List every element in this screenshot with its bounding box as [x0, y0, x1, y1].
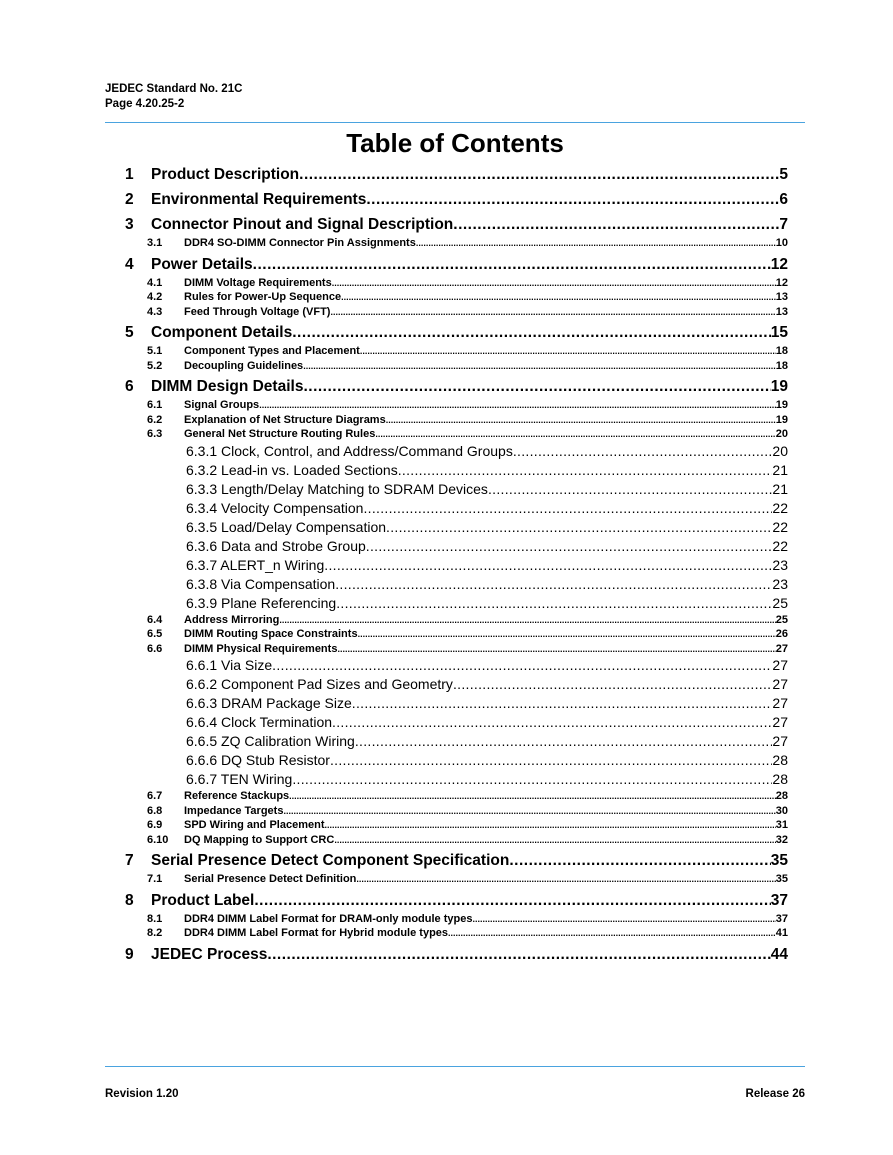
toc-dot-leader	[292, 322, 771, 344]
toc-dot-leader	[448, 926, 776, 941]
toc-entry-title: 6.6.2 Component Pad Sizes and Geometry	[186, 676, 453, 692]
footer-rule	[105, 1066, 805, 1067]
toc-entry-title: General Net Structure Routing Rules	[184, 428, 376, 440]
toc-dot-leader	[272, 656, 772, 675]
toc-entry-number: 8.1	[147, 912, 163, 925]
toc-entry-page: 27	[772, 733, 788, 749]
toc-entry-level2[interactable]	[120, 912, 788, 927]
toc-entry-page: 20	[775, 428, 788, 440]
toc-entry-level2[interactable]	[120, 359, 788, 374]
toc-entry-level3[interactable]	[120, 499, 788, 518]
toc-entry-title: DDR4 DIMM Label Format for Hybrid module types	[184, 927, 449, 939]
table-of-contents	[120, 164, 788, 966]
toc-entry-page: 7	[779, 216, 788, 233]
toc-entry-page: 19	[775, 399, 788, 411]
toc-entry-level1[interactable]	[120, 214, 788, 236]
toc-entry-level2[interactable]	[120, 305, 788, 320]
header-page: Page 4.20.25-2	[105, 98, 185, 110]
toc-entry-title: Power Details	[151, 255, 253, 273]
toc-entry-title: Environmental Requirements	[151, 191, 367, 208]
footer-revision: Revision 1.20	[105, 1088, 179, 1100]
toc-dot-leader	[259, 398, 776, 413]
toc-entry-title: 6.3.6 Data and Strobe Group	[186, 537, 366, 554]
toc-entry-level2[interactable]	[120, 789, 788, 804]
toc-dot-leader	[352, 694, 773, 713]
toc-entry-level2[interactable]	[120, 398, 788, 413]
toc-entry-title: Serial Presence Detect Component Specification	[151, 852, 510, 869]
toc-entry-number: 6.8	[147, 804, 163, 817]
toc-entry-page: 28	[772, 752, 788, 768]
toc-entry-level3[interactable]	[120, 751, 788, 770]
page-title: Table of Contents	[346, 128, 564, 158]
toc-entry-page: 41	[775, 927, 788, 939]
toc-entry-level2[interactable]	[120, 926, 788, 941]
toc-entry-page: 25	[772, 594, 788, 611]
toc-entry-title: 6.3.5 Load/Delay Compensation	[186, 518, 387, 535]
toc-entry-level2[interactable]	[120, 276, 788, 291]
toc-entry-number: 4.1	[147, 276, 163, 289]
toc-dot-leader	[334, 833, 775, 848]
toc-entry-title: DQ Mapping to Support CRC	[184, 833, 335, 846]
toc-entry-level3[interactable]	[120, 575, 788, 594]
toc-entry-level3[interactable]	[120, 770, 788, 789]
toc-entry-level2[interactable]	[120, 642, 788, 657]
toc-entry-level1[interactable]	[120, 850, 788, 872]
toc-dot-leader	[332, 713, 772, 732]
toc-entry-number: 5	[125, 324, 134, 341]
toc-dot-leader	[375, 427, 775, 442]
toc-entry-title: Connector Pinout and Signal Description	[151, 216, 454, 233]
toc-dot-leader	[303, 376, 770, 398]
toc-entry-number: 4	[125, 255, 134, 273]
toc-entry-page: 25	[775, 613, 788, 626]
toc-entry-number: 6.1	[147, 399, 163, 411]
toc-entry-page: 26	[775, 628, 788, 640]
toc-dot-leader	[386, 518, 772, 537]
toc-dot-leader	[509, 850, 770, 872]
toc-dot-leader	[325, 818, 776, 833]
toc-entry-number: 6	[125, 378, 134, 395]
toc-entry-number: 6.5	[147, 628, 163, 640]
toc-entry-page: 21	[772, 461, 788, 478]
toc-dot-leader	[330, 305, 775, 320]
toc-entry-title: DIMM Voltage Requirements	[184, 276, 332, 289]
toc-entry-page: 23	[772, 575, 788, 592]
footer-release: Release 26	[745, 1088, 805, 1100]
toc-entry-number: 5.1	[147, 345, 163, 357]
toc-entry-page: 13	[775, 291, 788, 303]
toc-entry-title: 6.6.7 TEN Wiring	[186, 771, 293, 787]
toc-entry-page: 23	[772, 556, 788, 573]
toc-entry-page: 22	[772, 537, 788, 554]
toc-entry-title: 6.3.9 Plane Referencing	[186, 594, 337, 611]
toc-dot-leader	[303, 359, 776, 374]
toc-dot-leader	[299, 164, 779, 186]
toc-entry-level3[interactable]	[120, 442, 788, 461]
toc-entry-page: 19	[775, 413, 788, 426]
toc-dot-leader	[355, 732, 773, 751]
toc-dot-leader	[254, 890, 770, 912]
toc-entry-number: 6.7	[147, 790, 163, 802]
toc-dot-leader	[330, 751, 772, 770]
toc-entry-number: 4.2	[147, 291, 163, 303]
toc-entry-title: Signal Groups	[184, 399, 260, 411]
toc-entry-title: 6.6.1 Via Size	[186, 657, 273, 673]
toc-entry-page: 37	[770, 891, 788, 909]
toc-entry-page: 12	[770, 255, 788, 273]
toc-dot-leader	[337, 642, 775, 657]
toc-entry-level2[interactable]	[120, 290, 788, 305]
toc-entry-page: 5	[779, 166, 788, 183]
toc-entry-level2[interactable]	[120, 413, 788, 428]
toc-entry-page: 27	[772, 657, 788, 673]
toc-dot-leader	[472, 912, 775, 927]
toc-entry-number: 2	[125, 191, 134, 208]
toc-entry-title: DDR4 SO-DIMM Connector Pin Assignments	[184, 237, 416, 249]
toc-dot-leader	[289, 789, 776, 804]
toc-entry-number: 7	[125, 852, 134, 869]
toc-entry-title: 6.3.1 Clock, Control, and Address/Command Groups	[186, 442, 513, 459]
toc-entry-page: 21	[772, 480, 788, 497]
toc-entry-page: 37	[775, 912, 788, 925]
toc-entry-level2[interactable]	[120, 236, 788, 251]
toc-entry-title: SPD Wiring and Placement	[184, 819, 325, 831]
toc-dot-leader	[292, 770, 772, 789]
toc-dot-leader	[341, 290, 776, 305]
toc-dot-leader	[267, 944, 770, 966]
toc-entry-page: 19	[770, 378, 788, 395]
toc-entry-level2[interactable]	[120, 818, 788, 833]
toc-entry-number: 4.3	[147, 305, 163, 318]
toc-entry-page: 35	[770, 852, 788, 869]
toc-entry-title: Decoupling Guidelines	[184, 359, 304, 372]
toc-entry-page: 32	[775, 833, 788, 846]
toc-entry-number: 3	[125, 216, 134, 233]
toc-dot-leader	[360, 344, 776, 359]
toc-entry-title: DIMM Design Details	[151, 378, 304, 395]
toc-entry-level2[interactable]	[120, 833, 788, 848]
toc-entry-title: DIMM Routing Space Constraints	[184, 628, 358, 640]
toc-entry-page: 12	[775, 276, 788, 289]
toc-entry-number: 6.6	[147, 642, 163, 655]
toc-entry-level1[interactable]	[120, 164, 788, 186]
toc-entry-number: 5.2	[147, 359, 163, 372]
toc-entry-title: 6.3.8 Via Compensation	[186, 575, 336, 592]
toc-dot-leader	[398, 461, 773, 480]
toc-entry-title: 6.3.3 Length/Delay Matching to SDRAM Devices	[186, 480, 488, 497]
toc-entry-page: 18	[775, 359, 788, 372]
toc-entry-title: 6.6.6 DQ Stub Resistor	[186, 752, 330, 768]
toc-entry-title: DDR4 DIMM Label Format for DRAM-only module types	[184, 912, 473, 925]
toc-entry-title: 6.6.4 Clock Termination	[186, 714, 333, 730]
toc-entry-number: 7.1	[147, 873, 163, 885]
toc-entry-page: 22	[772, 499, 788, 516]
toc-dot-leader	[416, 236, 776, 251]
toc-entry-page: 30	[775, 804, 788, 817]
toc-entry-title: Rules for Power-Up Sequence	[184, 291, 342, 303]
toc-entry-title: Impedance Targets	[184, 804, 284, 817]
toc-dot-leader	[358, 627, 776, 642]
toc-entry-title: Feed Through Voltage (VFT)	[184, 305, 331, 318]
toc-entry-title: Component Types and Placement	[184, 345, 360, 357]
toc-entry-level3[interactable]	[120, 594, 788, 613]
toc-entry-number: 6.3	[147, 428, 163, 440]
toc-entry-level3[interactable]	[120, 537, 788, 556]
toc-entry-page: 44	[770, 945, 788, 963]
toc-dot-leader	[488, 480, 772, 499]
toc-entry-title: Component Details	[151, 324, 293, 341]
toc-entry-level2[interactable]	[120, 344, 788, 359]
toc-entry-title: 6.3.4 Velocity Compensation	[186, 499, 364, 516]
toc-dot-leader	[332, 276, 776, 291]
toc-entry-page: 20	[772, 442, 788, 459]
toc-entry-page: 6	[779, 191, 788, 208]
toc-entry-level1[interactable]	[120, 944, 788, 966]
toc-entry-number: 8.2	[147, 927, 163, 939]
toc-entry-page: 35	[775, 873, 788, 885]
toc-entry-number: 8	[125, 891, 134, 909]
toc-dot-leader	[453, 214, 779, 236]
toc-entry-title: Product Label	[151, 891, 255, 909]
toc-entry-level3[interactable]	[120, 556, 788, 575]
toc-entry-title: Address Mirroring	[184, 613, 280, 626]
toc-entry-title: 6.3.2 Lead-in vs. Loaded Sections	[186, 461, 398, 478]
toc-entry-level1[interactable]	[120, 254, 788, 276]
toc-dot-leader	[356, 872, 775, 887]
toc-dot-leader	[336, 594, 772, 613]
toc-entry-page: 13	[775, 305, 788, 318]
toc-entry-level2[interactable]	[120, 427, 788, 442]
toc-entry-level1[interactable]	[120, 376, 788, 398]
toc-entry-page: 10	[775, 237, 788, 249]
toc-dot-leader	[283, 804, 775, 819]
toc-entry-number: 6.2	[147, 413, 163, 426]
toc-entry-level2[interactable]	[120, 804, 788, 819]
toc-dot-leader	[363, 499, 772, 518]
toc-dot-leader	[386, 413, 776, 428]
toc-entry-number: 6.9	[147, 819, 163, 831]
toc-entry-title: Reference Stackups	[184, 790, 290, 802]
toc-dot-leader	[253, 254, 771, 276]
toc-dot-leader	[513, 442, 773, 461]
toc-entry-level2[interactable]	[120, 627, 788, 642]
toc-dot-leader	[279, 613, 775, 628]
toc-entry-level2[interactable]	[120, 613, 788, 628]
toc-entry-level3[interactable]	[120, 694, 788, 713]
toc-entry-number: 1	[125, 166, 134, 183]
toc-entry-title: JEDEC Process	[151, 945, 268, 963]
toc-entry-level1[interactable]	[120, 189, 788, 211]
toc-entry-page: 28	[772, 771, 788, 787]
toc-entry-page: 15	[770, 324, 788, 341]
toc-entry-page: 28	[775, 790, 788, 802]
toc-entry-title: DIMM Physical Requirements	[184, 642, 338, 655]
toc-entry-level3[interactable]	[120, 461, 788, 480]
toc-entry-number: 3.1	[147, 237, 163, 249]
toc-dot-leader	[335, 575, 772, 594]
toc-entry-page: 27	[772, 714, 788, 730]
toc-entry-title: Explanation of Net Structure Diagrams	[184, 413, 386, 426]
toc-entry-number: 9	[125, 945, 134, 963]
toc-entry-page: 31	[775, 819, 788, 831]
toc-entry-level3[interactable]	[120, 480, 788, 499]
toc-entry-level3[interactable]	[120, 675, 788, 694]
toc-entry-title: 6.6.5 ZQ Calibration Wiring	[186, 733, 355, 749]
toc-dot-leader	[366, 189, 779, 211]
header-rule	[105, 122, 805, 123]
toc-entry-level3[interactable]	[120, 656, 788, 675]
toc-entry-level3[interactable]	[120, 518, 788, 537]
header-standard: JEDEC Standard No. 21C	[105, 83, 243, 95]
toc-entry-page: 18	[775, 345, 788, 357]
toc-dot-leader	[324, 556, 772, 575]
toc-entry-level3[interactable]	[120, 732, 788, 751]
toc-entry-title: Product Description	[151, 166, 300, 183]
toc-entry-number: 6.10	[147, 833, 169, 846]
toc-dot-leader	[453, 675, 772, 694]
toc-entry-page: 27	[775, 642, 788, 655]
toc-entry-title: 6.6.3 DRAM Package Size	[186, 695, 352, 711]
toc-entry-page: 27	[772, 676, 788, 692]
toc-entry-level2[interactable]	[120, 872, 788, 887]
toc-entry-level3[interactable]	[120, 713, 788, 732]
toc-entry-title: 6.3.7 ALERT_n Wiring	[186, 556, 325, 573]
toc-entry-number: 6.4	[147, 613, 163, 626]
toc-entry-level1[interactable]	[120, 890, 788, 912]
toc-entry-page: 22	[772, 518, 788, 535]
toc-entry-level1[interactable]	[120, 322, 788, 344]
toc-entry-title: Serial Presence Detect Definition	[184, 873, 357, 885]
toc-dot-leader	[366, 537, 773, 556]
toc-entry-page: 27	[772, 695, 788, 711]
